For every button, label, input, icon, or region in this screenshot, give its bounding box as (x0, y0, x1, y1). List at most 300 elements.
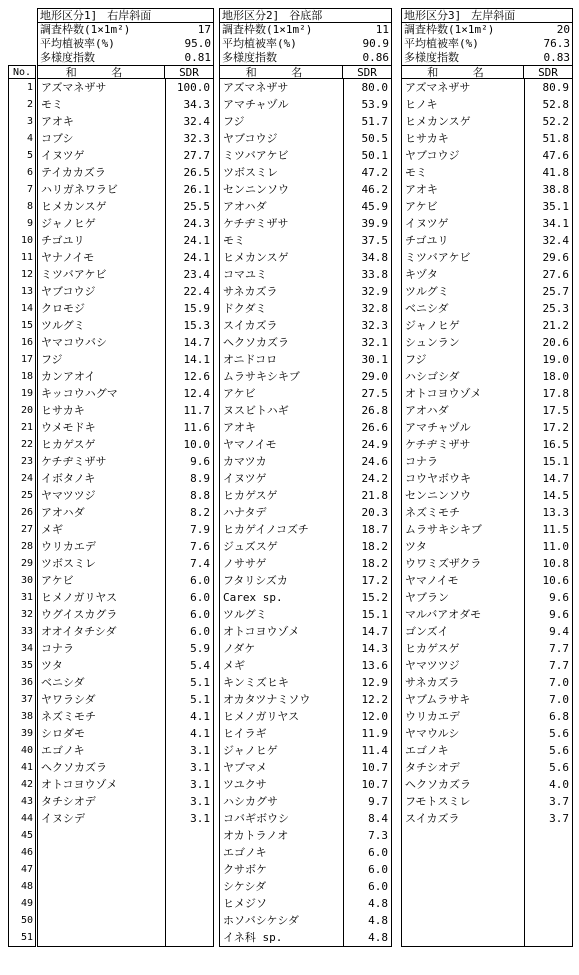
row-number: 7 (26, 184, 33, 195)
sdr-value: 10.7 (343, 759, 391, 776)
species-name: ヤナノイモ (41, 251, 95, 264)
species-name: センニンソウ (223, 183, 289, 196)
block-summary (219, 22, 392, 65)
sdr-value: 6.0 (165, 606, 213, 623)
table-row (38, 742, 213, 759)
sdr-value: 19.0 (524, 351, 572, 368)
species-name: ジャノヒゲ (405, 319, 460, 332)
table-row (38, 827, 213, 844)
sdr-value: 14.1 (165, 351, 213, 368)
table-row (220, 691, 391, 708)
species-name: オトコヨウゾメ (405, 387, 482, 400)
species-name: フジ (405, 353, 427, 366)
sdr-value: 6.0 (343, 861, 391, 878)
sdr-value: 29.6 (524, 249, 572, 266)
sdr-value (524, 861, 572, 878)
table-row (402, 232, 572, 249)
species-name: ヤブコウジ (41, 285, 96, 298)
species-name: ケチヂミザサ (41, 455, 107, 468)
table-row (402, 691, 572, 708)
table-row (38, 249, 213, 266)
species-name: テイカカズラ (41, 166, 106, 179)
table-row (402, 521, 572, 538)
sdr-value: 21.8 (343, 487, 391, 504)
table-row (402, 929, 572, 946)
sdr-value: 10.7 (343, 776, 391, 793)
table-row (220, 130, 391, 147)
species-name: ノササゲ (223, 557, 267, 570)
table-row (38, 368, 213, 385)
sdr-value: 20.6 (524, 334, 572, 351)
species-name: フジ (41, 353, 63, 366)
sdr-value: 24.3 (165, 215, 213, 232)
species-name: オトコヨウゾメ (41, 778, 118, 791)
table-row (38, 453, 213, 470)
species-name: ノダケ (223, 642, 256, 655)
table-row (220, 368, 391, 385)
number-list (8, 79, 36, 947)
table-row (220, 436, 391, 453)
sdr-value: 51.8 (524, 130, 572, 147)
species-name: クサボケ (223, 863, 267, 876)
species-name (38, 844, 165, 861)
row-number: 5 (26, 150, 33, 161)
species-name: キッコウハグマ (41, 387, 118, 400)
species-name: タチシオデ (405, 761, 460, 774)
table-row (38, 674, 213, 691)
sdr-value: 80.9 (524, 79, 572, 96)
table-row (220, 504, 391, 521)
species-name: エゴノキ (223, 846, 267, 859)
summary-value: 11 (375, 23, 389, 36)
table-row (38, 96, 213, 113)
sdr-value (524, 844, 572, 861)
table-row (38, 215, 213, 232)
summary-value: 0.86 (362, 51, 389, 64)
species-name: アズマネザサ (41, 81, 107, 94)
row-number: 15 (20, 320, 33, 331)
row-number: 39 (20, 728, 33, 739)
table-row (402, 861, 572, 878)
row-number: 48 (20, 881, 33, 892)
row-number: 20 (20, 405, 33, 416)
summary-label: 平均植被率(%) (40, 37, 115, 50)
table-row (220, 521, 391, 538)
table-row (220, 606, 391, 623)
species-name: ドクダミ (223, 302, 267, 315)
sdr-value: 24.9 (343, 436, 391, 453)
table-row (220, 555, 391, 572)
summary-value: 95.0 (184, 37, 211, 50)
species-name: ヤブムラサキ (405, 693, 471, 706)
sdr-value: 6.0 (343, 878, 391, 895)
table-row (220, 861, 391, 878)
sdr-value: 30.1 (343, 351, 391, 368)
sdr-value: 47.2 (343, 164, 391, 181)
row-number: 34 (20, 643, 33, 654)
sdr-value: 5.6 (524, 759, 572, 776)
species-name: ヤブラン (405, 591, 449, 604)
table-row (220, 419, 391, 436)
row-number: 21 (20, 422, 33, 433)
summary-row (402, 51, 572, 65)
species-name: ヒメカンスゲ (223, 251, 289, 264)
species-name: イネ科 sp. (223, 931, 283, 944)
species-name: オカタツナミソウ (223, 693, 311, 706)
species-name (402, 827, 524, 844)
species-name: ウリカエデ (405, 710, 460, 723)
table-row (402, 300, 572, 317)
sdr-value: 14.7 (343, 623, 391, 640)
sdr-value: 22.4 (165, 283, 213, 300)
species-name: ヒカゲイノコズチ (223, 523, 309, 536)
table-row (38, 929, 213, 946)
table-row (402, 249, 572, 266)
species-name: ミツバアケビ (405, 251, 471, 264)
row-number: 44 (20, 813, 33, 824)
table-row (402, 470, 572, 487)
table-row (220, 385, 391, 402)
species-name: ツタ (41, 659, 63, 672)
sdr-value: 17.2 (524, 419, 572, 436)
table-row (38, 283, 213, 300)
sdr-value: 24.1 (165, 249, 213, 266)
sdr-value: 47.6 (524, 147, 572, 164)
row-number: 43 (20, 796, 33, 807)
species-name: アオハダ (41, 506, 85, 519)
row-number: 46 (20, 847, 33, 858)
sdr-value: 32.8 (343, 300, 391, 317)
table-row (220, 912, 391, 929)
sdr-value (524, 895, 572, 912)
table-row (38, 589, 213, 606)
species-name: サネカズラ (405, 676, 460, 689)
row-number: 22 (20, 439, 33, 450)
species-name (38, 929, 165, 946)
sdr-value: 6.0 (165, 589, 213, 606)
table-row (38, 623, 213, 640)
table-row (402, 504, 572, 521)
sdr-value: 26.5 (165, 164, 213, 181)
row-number: 51 (20, 932, 33, 943)
species-name: エゴノキ (405, 744, 449, 757)
sdr-value: 13.6 (343, 657, 391, 674)
sdr-value: 4.8 (343, 929, 391, 946)
table-row (38, 606, 213, 623)
species-name: モミ (41, 98, 63, 111)
table-row (220, 895, 391, 912)
name-header: 和 名 (65, 66, 137, 79)
sdr-value: 3.7 (524, 793, 572, 810)
species-name: アオキ (41, 115, 74, 128)
sdr-value: 25.3 (524, 300, 572, 317)
sdr-value: 80.0 (343, 79, 391, 96)
species-name: カンアオイ (41, 370, 96, 383)
table-row (220, 470, 391, 487)
column-header (37, 65, 214, 79)
row-number: 1 (26, 82, 33, 93)
row-number: 6 (26, 167, 33, 178)
table-row (402, 895, 572, 912)
species-name (38, 878, 165, 895)
sdr-value: 10.6 (524, 572, 572, 589)
sdr-value: 6.0 (165, 623, 213, 640)
table-row (402, 827, 572, 844)
species-name (402, 878, 524, 895)
sdr-value: 12.0 (343, 708, 391, 725)
table-row (402, 147, 572, 164)
table-row (402, 674, 572, 691)
sdr-value: 8.8 (165, 487, 213, 504)
sdr-value: 4.1 (165, 725, 213, 742)
sdr-value (165, 878, 213, 895)
summary-label: 平均植被率(%) (222, 37, 297, 50)
table-row (402, 793, 572, 810)
row-number: 47 (20, 864, 33, 875)
table-row (38, 164, 213, 181)
species-name: ハシカグサ (223, 795, 278, 808)
sdr-value: 18.2 (343, 555, 391, 572)
species-name: モミ (405, 166, 427, 179)
row-number: 50 (20, 915, 33, 926)
row-number: 17 (20, 354, 33, 365)
sdr-value: 15.1 (343, 606, 391, 623)
species-name: サネカズラ (223, 285, 278, 298)
row-number: 18 (20, 371, 33, 382)
table-row (402, 351, 572, 368)
species-name: キンミズヒキ (223, 676, 289, 689)
table-row (220, 776, 391, 793)
sdr-value: 32.4 (524, 232, 572, 249)
species-name: ウメモドキ (41, 421, 96, 434)
sdr-value: 38.8 (524, 181, 572, 198)
block-header (37, 8, 214, 22)
sdr-value: 7.7 (524, 640, 572, 657)
species-name: クロモジ (41, 302, 85, 315)
sdr-header: SDR (523, 66, 572, 78)
sdr-value: 39.9 (343, 215, 391, 232)
sdr-value: 18.7 (343, 521, 391, 538)
species-name: コバギボウシ (223, 812, 289, 825)
sdr-value: 35.1 (524, 198, 572, 215)
sdr-value: 15.2 (343, 589, 391, 606)
sdr-value: 6.0 (343, 844, 391, 861)
table-row (402, 453, 572, 470)
sdr-value: 20.3 (343, 504, 391, 521)
sdr-value: 4.1 (165, 708, 213, 725)
sdr-value: 17.8 (524, 385, 572, 402)
sdr-value: 12.9 (343, 674, 391, 691)
sdr-value: 33.8 (343, 266, 391, 283)
sdr-value: 7.7 (524, 657, 572, 674)
sdr-value: 51.7 (343, 113, 391, 130)
row-number: 29 (20, 558, 33, 569)
summary-value: 90.9 (362, 37, 389, 50)
table-row (38, 895, 213, 912)
row-number: 13 (20, 286, 33, 297)
sdr-value: 25.7 (524, 283, 572, 300)
sdr-value: 11.0 (524, 538, 572, 555)
summary-row (402, 37, 572, 51)
sdr-value: 53.9 (343, 96, 391, 113)
sdr-value: 14.5 (524, 487, 572, 504)
sdr-value: 15.1 (524, 453, 572, 470)
sdr-value: 11.9 (343, 725, 391, 742)
table-row (220, 640, 391, 657)
sdr-value (165, 929, 213, 946)
summary-label: 調査枠数(1×1m²) (404, 23, 495, 36)
species-name: イボタノキ (41, 472, 96, 485)
table-row (220, 742, 391, 759)
sdr-value: 26.1 (165, 181, 213, 198)
sdr-value (165, 912, 213, 929)
species-name: ハリガネワラビ (41, 183, 118, 196)
species-name: ヤブコウジ (223, 132, 278, 145)
species-name: メギ (223, 659, 245, 672)
table-row (402, 555, 572, 572)
table-row (220, 113, 391, 130)
species-name: ヒカゲスゲ (41, 438, 96, 451)
row-number: 2 (26, 99, 33, 110)
species-name: アマチャヅル (223, 98, 289, 111)
table-row (38, 776, 213, 793)
species-name: カマツカ (223, 455, 267, 468)
table-row (402, 487, 572, 504)
table-row (220, 402, 391, 419)
species-name: ヒカゲスゲ (405, 642, 460, 655)
species-name: フモトスミレ (405, 795, 471, 808)
species-name: ヒメジソ (223, 897, 267, 910)
species-name: ウワミズザクラ (405, 557, 482, 570)
table-row (220, 623, 391, 640)
sdr-value: 7.9 (165, 521, 213, 538)
row-number: 19 (20, 388, 33, 399)
table-row (220, 674, 391, 691)
row-number: 40 (20, 745, 33, 756)
sdr-value: 45.9 (343, 198, 391, 215)
table-row (220, 725, 391, 742)
species-name: ヒイラギ (223, 727, 267, 740)
row-number: 38 (20, 711, 33, 722)
sdr-value: 3.1 (165, 810, 213, 827)
sdr-value (165, 895, 213, 912)
sdr-value: 4.8 (343, 912, 391, 929)
sdr-value (165, 844, 213, 861)
species-name: ヒサカキ (405, 132, 449, 145)
species-name: フタリシズカ (223, 574, 288, 587)
table-row (220, 793, 391, 810)
species-name: ジャノヒゲ (41, 217, 96, 230)
table-row (38, 725, 213, 742)
table-row (220, 538, 391, 555)
block-area: 右岸斜面 (107, 9, 152, 22)
species-name: コウヤボウキ (405, 472, 471, 485)
table-row (38, 759, 213, 776)
table-row (402, 657, 572, 674)
column-header (219, 65, 392, 79)
species-name: シュンラン (405, 336, 460, 349)
table-row (220, 147, 391, 164)
block-title: 地形区分3] (404, 9, 462, 22)
sdr-value: 17.5 (524, 402, 572, 419)
summary-row (402, 23, 572, 37)
table-row (402, 419, 572, 436)
sdr-value: 3.1 (165, 742, 213, 759)
species-name: タチシオデ (41, 795, 96, 808)
species-name: ムラサキシキブ (223, 370, 300, 383)
sdr-value: 29.0 (343, 368, 391, 385)
species-name: シロダモ (41, 727, 85, 740)
sdr-value: 7.0 (524, 691, 572, 708)
row-number: 31 (20, 592, 33, 603)
row-number: 41 (20, 762, 33, 773)
table-row (402, 878, 572, 895)
sdr-value (524, 827, 572, 844)
sdr-value: 11.5 (524, 521, 572, 538)
sdr-value: 18.2 (343, 538, 391, 555)
table-row (38, 691, 213, 708)
table-row (402, 538, 572, 555)
block-right-slope (37, 8, 214, 947)
name-header: 和 名 (245, 66, 317, 79)
sdr-value: 34.1 (524, 215, 572, 232)
species-name: ヤブコウジ (405, 149, 460, 162)
table-row (402, 742, 572, 759)
table-row (402, 623, 572, 640)
summary-row (220, 37, 391, 51)
table-row (38, 317, 213, 334)
sdr-value: 5.1 (165, 674, 213, 691)
table-row (220, 300, 391, 317)
table-row (220, 657, 391, 674)
summary-label: 調査枠数(1×1m²) (40, 23, 131, 36)
species-name: ヘクソカズラ (223, 336, 289, 349)
table-row (38, 436, 213, 453)
sdr-value: 5.6 (524, 742, 572, 759)
sdr-value: 12.6 (165, 368, 213, 385)
sdr-value: 13.3 (524, 504, 572, 521)
species-name: キヅタ (405, 268, 438, 281)
sdr-value: 18.0 (524, 368, 572, 385)
sdr-value: 27.5 (343, 385, 391, 402)
table-row (402, 96, 572, 113)
summary-row (38, 37, 213, 51)
species-name (38, 861, 165, 878)
summary-row (38, 23, 213, 37)
table-row (402, 385, 572, 402)
row-number: 37 (20, 694, 33, 705)
table-row (38, 657, 213, 674)
row-number: 8 (26, 201, 33, 212)
sdr-value: 24.2 (343, 470, 391, 487)
sdr-value: 8.2 (165, 504, 213, 521)
sdr-value (165, 861, 213, 878)
summary-row (220, 23, 391, 37)
species-table (219, 79, 392, 947)
table-row (38, 708, 213, 725)
sdr-value: 7.6 (165, 538, 213, 555)
sdr-value: 9.7 (343, 793, 391, 810)
table-row (220, 215, 391, 232)
table-row (38, 300, 213, 317)
sdr-value: 8.9 (165, 470, 213, 487)
table-row (38, 555, 213, 572)
species-name: ヤブマメ (223, 761, 267, 774)
number-column (8, 8, 36, 947)
species-name: ジャノヒゲ (223, 744, 278, 757)
table-row (38, 232, 213, 249)
row-number: 45 (20, 830, 33, 841)
